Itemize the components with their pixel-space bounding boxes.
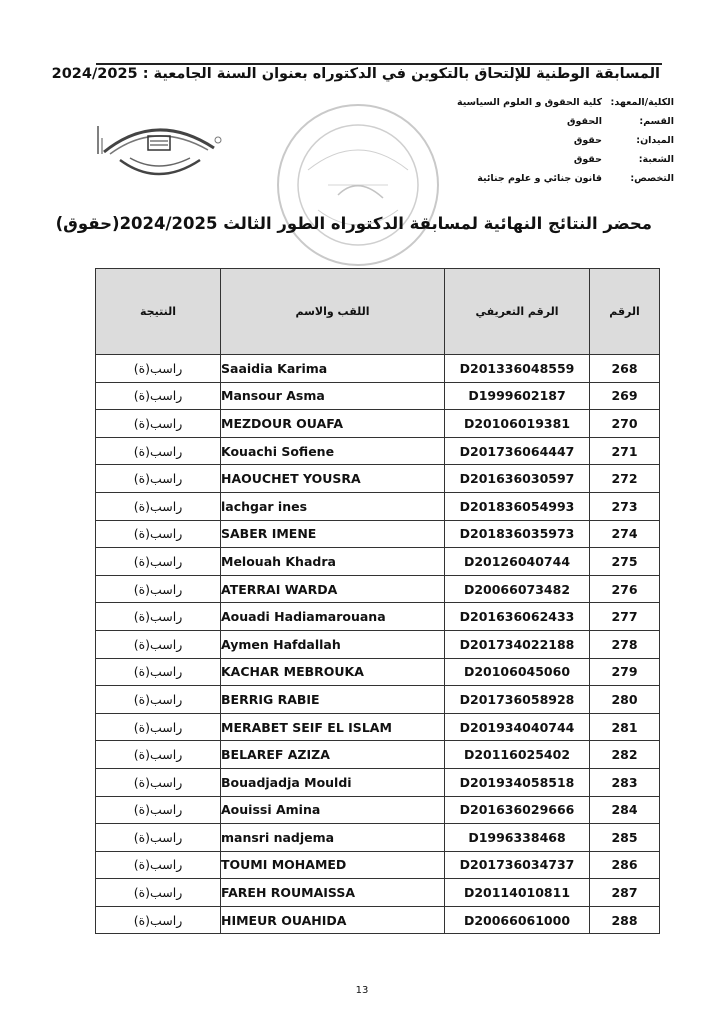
result-cell: راسب(ة) <box>96 741 221 769</box>
name-cell: FAREH ROUMAISSA <box>221 879 445 907</box>
number-cell: 278 <box>590 630 660 658</box>
info-row-branch <box>414 150 674 169</box>
table-row <box>96 355 660 383</box>
table-row <box>96 851 660 879</box>
number-cell: 288 <box>590 906 660 934</box>
name-cell: MERABET SEIF EL ISLAM <box>221 713 445 741</box>
result-cell: راسب(ة) <box>96 713 221 741</box>
page-number: 13 <box>355 985 369 996</box>
result-cell: راسب(ة) <box>96 465 221 493</box>
table-row <box>96 879 660 907</box>
competition-title: المسابقة الوطنية للإلتحاق بالتكوين في الدكتوراه بعنوان السنة الجامعية : 2024/2025 <box>51 66 660 82</box>
name-cell: Bouadjadja Mouldi <box>221 768 445 796</box>
number-cell: 279 <box>590 658 660 686</box>
table-row <box>96 575 660 603</box>
id-cell: D20114010811 <box>445 879 590 907</box>
number-cell: 285 <box>590 824 660 852</box>
name-cell: SABER IMENE <box>221 520 445 548</box>
id-cell: D1999602187 <box>445 382 590 410</box>
id-cell: D20106019381 <box>445 410 590 438</box>
result-cell: راسب(ة) <box>96 603 221 631</box>
result-cell: راسب(ة) <box>96 437 221 465</box>
id-cell: D201336048559 <box>445 355 590 383</box>
table-row <box>96 603 660 631</box>
name-cell: Saaidia Karima <box>221 355 445 383</box>
table-row <box>96 741 660 769</box>
id-cell: D20126040744 <box>445 548 590 576</box>
name-cell: Mansour Asma <box>221 382 445 410</box>
info-value: حقوق <box>573 154 602 165</box>
name-cell: Aymen Hafdallah <box>221 630 445 658</box>
table-header-row <box>96 269 660 355</box>
table-row <box>96 437 660 465</box>
info-row-specialty <box>414 169 674 188</box>
id-cell: D201934040744 <box>445 713 590 741</box>
id-cell: D20106045060 <box>445 658 590 686</box>
results-table <box>95 268 660 934</box>
name-cell: Kouachi Sofiene <box>221 437 445 465</box>
info-label: الميدان: <box>636 135 674 146</box>
table-row <box>96 465 660 493</box>
result-cell: راسب(ة) <box>96 658 221 686</box>
number-cell: 283 <box>590 768 660 796</box>
number-cell: 269 <box>590 382 660 410</box>
number-cell: 273 <box>590 492 660 520</box>
result-cell: راسب(ة) <box>96 906 221 934</box>
table-row <box>96 686 660 714</box>
table-row <box>96 410 660 438</box>
official-stamp-icon <box>268 100 448 270</box>
number-cell: 272 <box>590 465 660 493</box>
info-value: قانون جنائي و علوم جنائية <box>477 173 602 184</box>
column-header-name: اللقب والاسم <box>221 269 445 355</box>
id-cell: D20066061000 <box>445 906 590 934</box>
id-cell: D201736058928 <box>445 686 590 714</box>
result-cell: راسب(ة) <box>96 548 221 576</box>
number-cell: 281 <box>590 713 660 741</box>
table-row <box>96 548 660 576</box>
name-cell: KACHAR MEBROUKA <box>221 658 445 686</box>
table-row <box>96 824 660 852</box>
info-value: الحقوق <box>567 116 602 127</box>
number-cell: 277 <box>590 603 660 631</box>
column-header-number: الرقم <box>590 269 660 355</box>
table-row <box>96 382 660 410</box>
id-cell: D201836035973 <box>445 520 590 548</box>
result-cell: راسب(ة) <box>96 796 221 824</box>
result-cell: راسب(ة) <box>96 575 221 603</box>
number-cell: 275 <box>590 548 660 576</box>
info-label: القسم: <box>639 116 674 127</box>
result-cell: راسب(ة) <box>96 768 221 796</box>
info-value: حقوق <box>573 135 602 146</box>
table-row <box>96 520 660 548</box>
id-cell: D20066073482 <box>445 575 590 603</box>
table-row <box>96 768 660 796</box>
info-row-department <box>414 112 674 131</box>
result-cell: راسب(ة) <box>96 851 221 879</box>
info-value: كلية الحقوق و العلوم السياسية <box>456 97 602 108</box>
info-label: الكلية/المعهد: <box>610 97 674 108</box>
results-report-title: محضر النتائج النهائية لمسابقة الدكتوراه الطور الثالث 2024/2025(حقوق) <box>55 214 652 233</box>
id-cell: D1996338468 <box>445 824 590 852</box>
name-cell: Aouadi Hadiamarouana <box>221 603 445 631</box>
id-cell: D201736034737 <box>445 851 590 879</box>
table-row <box>96 713 660 741</box>
name-cell: BELAREF AZIZA <box>221 741 445 769</box>
table-row <box>96 906 660 934</box>
name-cell: mansri nadjema <box>221 824 445 852</box>
result-cell: راسب(ة) <box>96 686 221 714</box>
id-cell: D201636029666 <box>445 796 590 824</box>
header-rule <box>96 63 662 65</box>
number-cell: 287 <box>590 879 660 907</box>
name-cell: HIMEUR OUAHIDA <box>221 906 445 934</box>
number-cell: 282 <box>590 741 660 769</box>
info-row-field <box>414 131 674 150</box>
name-cell: Aouissi Amina <box>221 796 445 824</box>
table-row <box>96 796 660 824</box>
number-cell: 284 <box>590 796 660 824</box>
result-cell: راسب(ة) <box>96 879 221 907</box>
name-cell: ATERRAI WARDA <box>221 575 445 603</box>
result-cell: راسب(ة) <box>96 410 221 438</box>
number-cell: 286 <box>590 851 660 879</box>
faculty-info <box>414 93 674 188</box>
info-label: التخصص: <box>630 173 674 184</box>
column-header-result: النتيجة <box>96 269 221 355</box>
name-cell: lachgar ines <box>221 492 445 520</box>
name-cell: MEZDOUR OUAFA <box>221 410 445 438</box>
column-header-id: الرقم التعريفي <box>445 269 590 355</box>
table-row <box>96 658 660 686</box>
result-cell: راسب(ة) <box>96 492 221 520</box>
result-cell: راسب(ة) <box>96 382 221 410</box>
info-row-faculty <box>414 93 674 112</box>
table-row <box>96 492 660 520</box>
result-cell: راسب(ة) <box>96 824 221 852</box>
name-cell: TOUMI MOHAMED <box>221 851 445 879</box>
university-seal-icon <box>96 108 226 188</box>
id-cell: D201636062433 <box>445 603 590 631</box>
name-cell: BERRIG RABIE <box>221 686 445 714</box>
id-cell: D201734022188 <box>445 630 590 658</box>
number-cell: 271 <box>590 437 660 465</box>
id-cell: D201934058518 <box>445 768 590 796</box>
number-cell: 274 <box>590 520 660 548</box>
name-cell: Melouah Khadra <box>221 548 445 576</box>
id-cell: D20116025402 <box>445 741 590 769</box>
id-cell: D201736064447 <box>445 437 590 465</box>
result-cell: راسب(ة) <box>96 355 221 383</box>
id-cell: D201636030597 <box>445 465 590 493</box>
number-cell: 280 <box>590 686 660 714</box>
number-cell: 276 <box>590 575 660 603</box>
id-cell: D201836054993 <box>445 492 590 520</box>
name-cell: HAOUCHET YOUSRA <box>221 465 445 493</box>
info-label: الشعبة: <box>638 154 674 165</box>
number-cell: 268 <box>590 355 660 383</box>
result-cell: راسب(ة) <box>96 520 221 548</box>
number-cell: 270 <box>590 410 660 438</box>
table-row <box>96 630 660 658</box>
result-cell: راسب(ة) <box>96 630 221 658</box>
